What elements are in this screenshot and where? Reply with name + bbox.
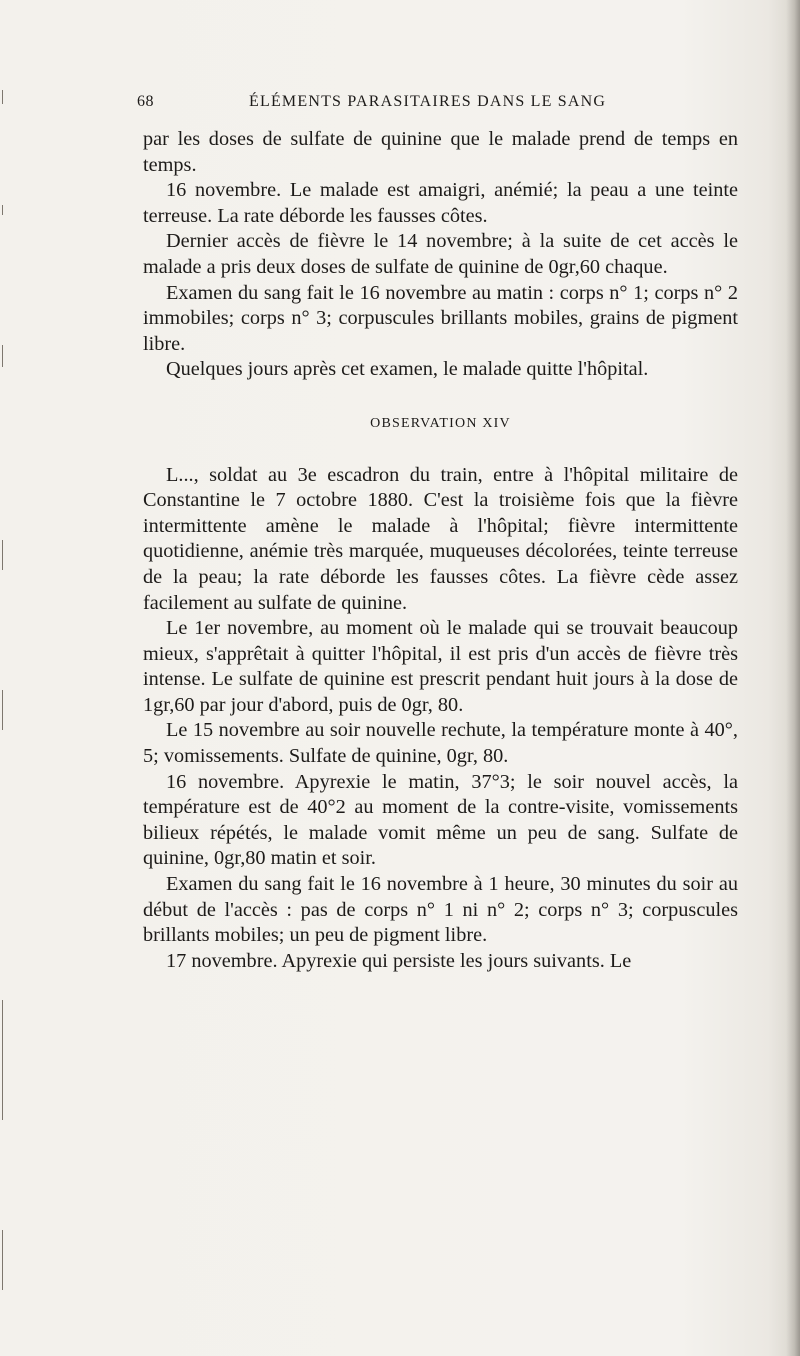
paragraph: Quelques jours après cet examen, le malade quitte l'hôpital.: [166, 358, 649, 381]
paragraph: Le 1er novembre, au moment où le malade qui se trouvait beaucoup mieux, s'apprêtait à quitter l'hôpital, il est pris d'un accès de fièvre très intense. Le sulfate de quinine est prescrit pendant huit jours à la dose de 1gr,60 par jour d'abord, puis de 0gr, 80.: [143, 617, 738, 716]
paragraph: 16 novembre. Le malade est amaigri, anémié; la peau a une teinte terreuse. La rate déborde les fausses côtes.: [143, 179, 738, 227]
paragraph: 16 novembre. Apyrexie le matin, 37°3; le soir nouvel accès, la température est de 40°2 au moment de la contre-visite, vomissements bilieux répétés, le malade vomit même un peu de sang. Sulfate de quinine, 0gr,80 matin et soir.: [143, 770, 738, 870]
paragraph: Dernier accès de fièvre le 14 novembre; à la suite de cet accès le malade a pris deux doses de sulfate de quinine de 0gr,60 chaque.: [143, 230, 738, 278]
paragraph: Examen du sang fait le 16 novembre au matin : corps n° 1; corps n° 2 immobiles; corps n° 3; corpuscules brillants mobiles, grains de pigment libre.: [143, 281, 738, 355]
paragraph: 17 novembre. Apyrexie qui persiste les jours suivants. Le: [166, 949, 632, 972]
paragraph: Le 15 novembre au soir nouvelle rechute, la température monte à 40°, 5; vomissements. Sulfate de quinine, 0gr, 80.: [143, 719, 738, 768]
page-edge-marks: [0, 0, 14, 1356]
page-edge-shadow: [786, 0, 800, 1356]
page-header: [137, 93, 741, 117]
paragraph: par les doses de sulfate de quinine que le malade prend de temps en temps.: [143, 128, 738, 176]
section-heading: OBSERVATION XIV: [370, 415, 511, 431]
page-number: 68: [137, 93, 154, 110]
running-title: ÉLÉMENTS PARASITAIRES DANS LE SANG: [249, 93, 607, 110]
paragraph: Examen du sang fait le 16 novembre à 1 heure, 30 minutes du soir au début de l'accès : pas de corps n° 1 ni n° 2; corps n° 3; corpuscules brillants mobiles; un peu de pigment libre.: [143, 873, 738, 947]
body-text: [143, 127, 738, 974]
paragraph: L..., soldat au 3e escadron du train, entre à l'hôpital militaire de Constantine le 7 octobre 1880. C'est la troisième fois que la fièvre intermittente amène le malade à l'hôpital; fièvre intermittente quotidienne, anémie très marquée, muqueuses décolorées, teinte terreuse de la peau; la rate déborde les fausses côtes. La fièvre cède assez facilement au sulfate de quinine.: [143, 463, 738, 614]
